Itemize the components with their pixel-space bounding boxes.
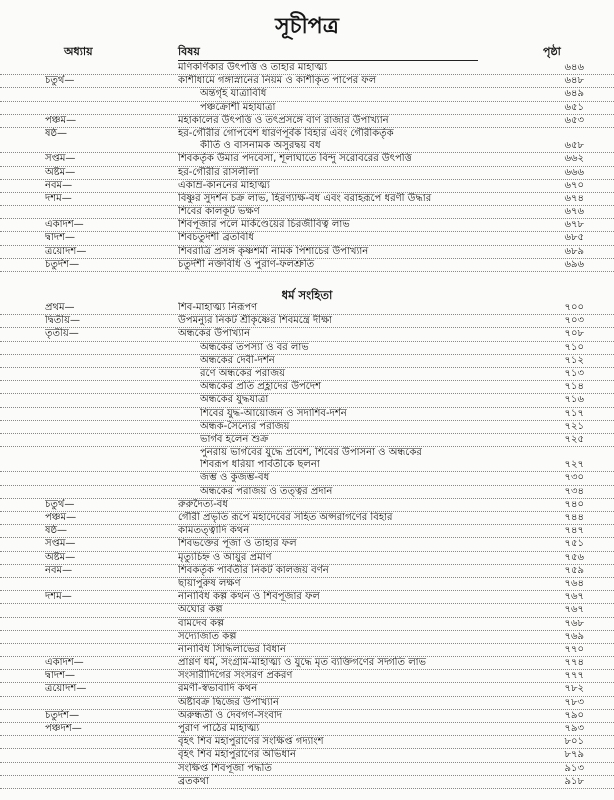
page-number: ৬৭৪ (564, 192, 584, 204)
entry-title: একাম্র-কাননের মাহাত্ম্য (178, 179, 270, 191)
page-number: ৬৯৬ (564, 258, 584, 270)
toc-part-one (0, 62, 614, 272)
entry-title: অন্ধকের যুদ্ধযাত্রা (200, 394, 269, 406)
chapter-label: চতুর্দশ— (45, 709, 80, 721)
entry-title: রণে অন্ধকের পরাজয় (200, 367, 286, 379)
toc-row (0, 355, 614, 368)
toc-row (0, 368, 614, 381)
toc-row (0, 140, 614, 153)
entry-title: অন্তর্গৃহ যাত্রাবিধি (200, 88, 267, 100)
page-number: ৭০৩ (564, 315, 584, 327)
entry-title: শিবকর্তৃক পার্বতীর নিকট কালজয় বর্ণন (178, 564, 329, 576)
page-number: ৭৪০ (564, 498, 584, 510)
toc-row (0, 180, 614, 193)
toc-row (0, 604, 614, 617)
toc-row (0, 749, 614, 762)
chapter-label: পঞ্চদশ— (45, 723, 82, 734)
toc-row (0, 153, 614, 166)
page-number: ৭২৫ (564, 433, 584, 445)
page-number: ৭৬৮ (564, 617, 584, 629)
toc-row (0, 525, 614, 538)
chapter-label: দ্বিতীয়— (45, 315, 81, 327)
page-number: ৭৯০ (564, 709, 584, 721)
entry-title: ভার্গব হলেন শুক্র (200, 433, 269, 445)
toc-row (0, 538, 614, 551)
page-number: ৬৬৬ (564, 166, 584, 178)
toc-row (0, 206, 614, 219)
toc-row (0, 670, 614, 683)
page-number: ৭৪৭ (564, 525, 584, 537)
chapter-label: অষ্টম— (45, 551, 76, 563)
entry-title: অরুন্ধতী ও দেবগণ-সংবাদ (178, 709, 283, 721)
toc-row (0, 408, 614, 421)
entry-title: সংসারীদিগের সংসরণ প্রকরণ (178, 670, 293, 682)
toc-row (0, 232, 614, 245)
page-number: ৬৪৯ (564, 88, 584, 100)
entry-title: বামদেব কল্প (178, 617, 225, 629)
chapter-label: ত্রয়োদশ— (45, 683, 87, 695)
entry-title: শিবচতুর্দশী ব্রতবিধি (178, 232, 254, 244)
page-number: ৬৭০ (564, 179, 584, 191)
entry-title: কাশীধামে গঙ্গাস্নানের নিয়ম ও কাশীকৃত পাপের ফল (178, 75, 377, 87)
page-number: ৭৭৪ (564, 657, 584, 669)
entry-title: অন্ধকের পরাজয় ও তত্ত্বর প্রদান (200, 485, 333, 497)
entry-title: শিবকর্তৃক উমার পদবেসা, শূলাঘাতে বিন্দু সরোবরের উৎপত্তি (178, 153, 412, 165)
page-number: ৭৫৯ (564, 564, 584, 576)
page-number: ৭১৩ (564, 367, 584, 379)
toc-row (0, 75, 614, 88)
toc-part-two (0, 302, 614, 789)
toc-row (0, 421, 614, 434)
entry-title: রুরুদৈত্য-বধ (178, 498, 228, 510)
toc-row (0, 302, 614, 315)
entry-title: অষ্টাবক্র দ্বিজের উপাখ্যান (178, 696, 279, 708)
page-number: ৭০০ (564, 302, 584, 313)
toc-row (0, 552, 614, 565)
toc-row (0, 723, 614, 736)
toc-row (0, 763, 614, 776)
page-number: ৭২১ (564, 420, 584, 432)
page-number: ৬৭৮ (564, 219, 584, 231)
page-number: ৭৬৯ (564, 630, 584, 642)
chapter-label: চতুর্দশ— (45, 258, 80, 270)
toc-row (0, 565, 614, 578)
entry-title: নানাবিধ কল্প কথন ও শিবপূজার ফল (178, 591, 320, 603)
toc-row (0, 394, 614, 407)
chapter-label: সপ্তম— (45, 538, 76, 550)
toc-row (0, 591, 614, 604)
page-number: ৭৭৭ (564, 670, 584, 682)
page-number: ৭৫১ (564, 538, 584, 550)
chapter-label: দশম— (45, 591, 72, 603)
toc-row (0, 381, 614, 394)
page-number: ৭৮৩ (564, 696, 584, 708)
chapter-label: একাদশ— (45, 219, 84, 231)
toc-row (0, 193, 614, 206)
page-number: ৬৮৯ (564, 245, 584, 257)
chapter-label: পঞ্চম— (45, 512, 77, 523)
entry-title: অন্ধকের প্রতি প্রহ্লাদের উপদেশ (200, 381, 321, 393)
toc-row (0, 618, 614, 631)
entry-title: অন্ধকের উপাখ্যান (178, 328, 251, 340)
toc-row (0, 644, 614, 657)
toc-row (0, 776, 614, 789)
toc-row (0, 459, 614, 472)
entry-title: জম্ভ ও কুজম্ভ-বধ (200, 472, 270, 484)
page-number: ৭৪৪ (564, 512, 584, 523)
entry-title: কামতত্ত্বাদি কথন (178, 525, 250, 537)
page-number: ৭৬৭ (564, 604, 584, 616)
toc-row (0, 328, 614, 341)
chapter-label: ত্রয়োদশ— (45, 245, 87, 257)
chapter-label: চতুর্থ— (45, 498, 75, 510)
page-number: ৬৫১ (564, 101, 584, 113)
chapter-label: তৃতীয়— (45, 328, 79, 340)
page-number: ৯১৩ (564, 762, 584, 774)
page-number: ৭৫৬ (564, 551, 584, 563)
toc-row (0, 219, 614, 232)
entry-title: ব্রতকথা (178, 775, 209, 787)
entry-title: শিবরাত্রি প্রসঙ্গ কৃষ্ণশর্মা নামক পিশাচের উপাখ্যান (178, 245, 369, 257)
subject-column-header: বিষয় (178, 45, 200, 58)
entry-title: শিবপূজার পলে মার্কণ্ডেয়ের চিরজীবিত্ব লাভ (178, 219, 350, 231)
toc-row (0, 447, 614, 459)
entry-title: অন্ধকের তপস্যা ও বর লাভ (200, 341, 309, 353)
toc-row (0, 167, 614, 180)
entry-title: অন্ধক-সৈন্যের পরাজয় (200, 420, 290, 432)
toc-row (0, 62, 614, 75)
entry-title: বৃহৎ শিব মহাপুরাণের অভিধান (178, 749, 296, 761)
page-number: ৭৬৪ (564, 577, 584, 589)
entry-title: নানাবিধ সিদ্ধিলাভের বিধান (178, 643, 287, 655)
page-number: ৭০৮ (564, 328, 584, 340)
entry-title: হর-গৌরীর রাসলীলা (178, 166, 259, 178)
entry-title: শিবভক্তের পূজা ও তাহার ফল (178, 538, 297, 550)
page-number: ৬৬২ (564, 153, 584, 165)
entry-title: হর-গৌরীর গোপবেশ ধারণপূর্বক বিহার এবং গৌরীকর্তৃক (178, 127, 394, 139)
page-number: ৭৮২ (564, 683, 584, 695)
toc-row (0, 342, 614, 355)
page-number: ৮৭৯ (564, 749, 584, 761)
entry-title: পঞ্চক্রোশী মহাযাত্রা (200, 101, 276, 113)
page-number: ৭১০ (564, 341, 584, 353)
chapter-column-header: অধ্যায় (64, 45, 93, 58)
page-number: ৭১২ (564, 354, 584, 366)
page-number: ৬৪৬ (564, 62, 584, 73)
entry-title: শিবরূপ ধরিয়া পার্বতীকে ছলনা (200, 459, 320, 471)
page-number: ৭৭০ (564, 643, 584, 655)
entry-title: প্রাণ্ণণ ধর্ম, সংগ্রাম-মাহাত্ম্য ও যুদ্ধে মৃত ব্যক্তিগণের সদ্গতি লাভ (178, 657, 427, 669)
entry-title: মৃত্যুচিহ্ন ও আয়ুর প্রমাণ (178, 551, 272, 563)
page-number: ৭৬৭ (564, 591, 584, 603)
entry-title: কীর্তি ও বাসনামক অসুরদ্বয় বধ (200, 140, 321, 152)
toc-row (0, 512, 614, 525)
chapter-label: ষষ্ঠ— (45, 127, 68, 139)
toc-row (0, 259, 614, 272)
entry-title: সংক্ষিপ্ত শিবপূজা পদ্ধতি (178, 762, 272, 774)
entry-title: বৃহৎ শিব মহাপুরাণের সংক্ষিপ্ত গদ্যাংশ (178, 736, 324, 748)
entry-title: উপমন্যুর নিকট শ্রীকৃষ্ণের শিবমন্ত্রে দীক্ষা (178, 315, 333, 327)
entry-title: ছায়াপুরুষ লক্ষণ (178, 577, 241, 589)
toc-row (0, 246, 614, 259)
page-number: ৭২৭ (564, 459, 584, 471)
chapter-label: দ্বাদশ— (45, 232, 76, 244)
entry-title: শিব-মাহাত্ম্য নিরূপণ (178, 302, 258, 313)
entry-title: গৌরী প্রভৃতি রূপে মহাদেবের সহিত অপ্সরাগণের বিহার (178, 512, 393, 523)
toc-row (0, 434, 614, 447)
page-number: ৭১৭ (564, 407, 584, 419)
page-number: ৬৫৩ (564, 114, 584, 126)
toc-row (0, 472, 614, 485)
page-title: সূচীপত্র (275, 13, 339, 39)
chapter-label: প্রথম— (45, 302, 75, 313)
toc-row (0, 697, 614, 710)
toc-row (0, 128, 614, 140)
entry-title: মণিকর্ণিকার উৎপত্তি ও তাহার মাহাত্ম্য (178, 62, 327, 73)
entry-title: সদ্যোজাত কল্প (178, 630, 237, 642)
page-number: ৮০১ (564, 736, 584, 748)
page-number: ৭৩০ (564, 472, 584, 484)
toc-row (0, 578, 614, 591)
chapter-label: চতুর্থ— (45, 75, 75, 87)
toc-row (0, 631, 614, 644)
chapter-label: নবম— (45, 179, 73, 191)
toc-row (0, 486, 614, 499)
toc-row (0, 736, 614, 749)
section-heading: ধর্ম সংহিতা (281, 288, 333, 302)
page-number: ৭৯৩ (564, 723, 584, 734)
entry-title: মহাকালের উৎপত্তি ও তৎপ্রসঙ্গে বাণ রাজার উপাখ্যান (178, 114, 389, 126)
page-number: ৭১৬ (564, 394, 584, 406)
header-rule (178, 60, 478, 61)
chapter-label: সপ্তম— (45, 153, 76, 165)
entry-title: পুরাণ পাঠের মাহাত্ম্য (178, 723, 260, 734)
page-number: ৬৪৮ (564, 75, 584, 87)
chapter-label: পঞ্চম— (45, 114, 77, 126)
page-number: ৬৭৬ (564, 206, 584, 218)
page-number: ৯১৮ (564, 775, 584, 787)
chapter-label: দশম— (45, 192, 72, 204)
entry-title: বিষ্ণুর সুদর্শন চক্র লাভ, হিরণ্যাক্ষ-বধ এবং বরাহরূপে ধরণী উদ্ধার (178, 192, 432, 204)
entry-title: পুনরায় ভার্গবের যুদ্ধে প্রবেশ, শিবের উপাসনা ও অন্ধকের (200, 447, 422, 459)
toc-row (0, 683, 614, 696)
toc-row (0, 710, 614, 723)
chapter-label: অষ্টম— (45, 166, 76, 178)
entry-title: শিবের কালকূট ভক্ষণ (178, 206, 260, 218)
page-number: ৬৫৮ (564, 140, 584, 152)
entry-title: অঘোর কল্প (178, 604, 223, 616)
toc-row (0, 315, 614, 328)
page-column-header: পৃষ্ঠা (543, 45, 561, 58)
toc-row (0, 115, 614, 128)
chapter-label: ষষ্ঠ— (45, 525, 68, 537)
chapter-label: নবম— (45, 564, 73, 576)
toc-row (0, 88, 614, 101)
entry-title: অন্ধকের দেবী-দর্শন (200, 354, 275, 366)
toc-row (0, 499, 614, 512)
entry-title: রমণী-স্বভাবাদি কথন (178, 683, 258, 695)
page-number: ৭১৪ (564, 381, 584, 393)
toc-row (0, 102, 614, 115)
toc-row (0, 657, 614, 670)
chapter-label: দ্বাদশ— (45, 670, 76, 682)
page-number: ৭৩৪ (564, 485, 584, 497)
entry-title: চতুর্দশী নক্তবিধি ও পুরাণ-ফলশ্রুতি (178, 258, 315, 270)
page-number: ৬৮৫ (564, 232, 584, 244)
chapter-label: একাদশ— (45, 657, 84, 669)
entry-title: শিবের যুদ্ধ-আয়োজন ও সদাশিব-দর্শন (200, 407, 347, 419)
